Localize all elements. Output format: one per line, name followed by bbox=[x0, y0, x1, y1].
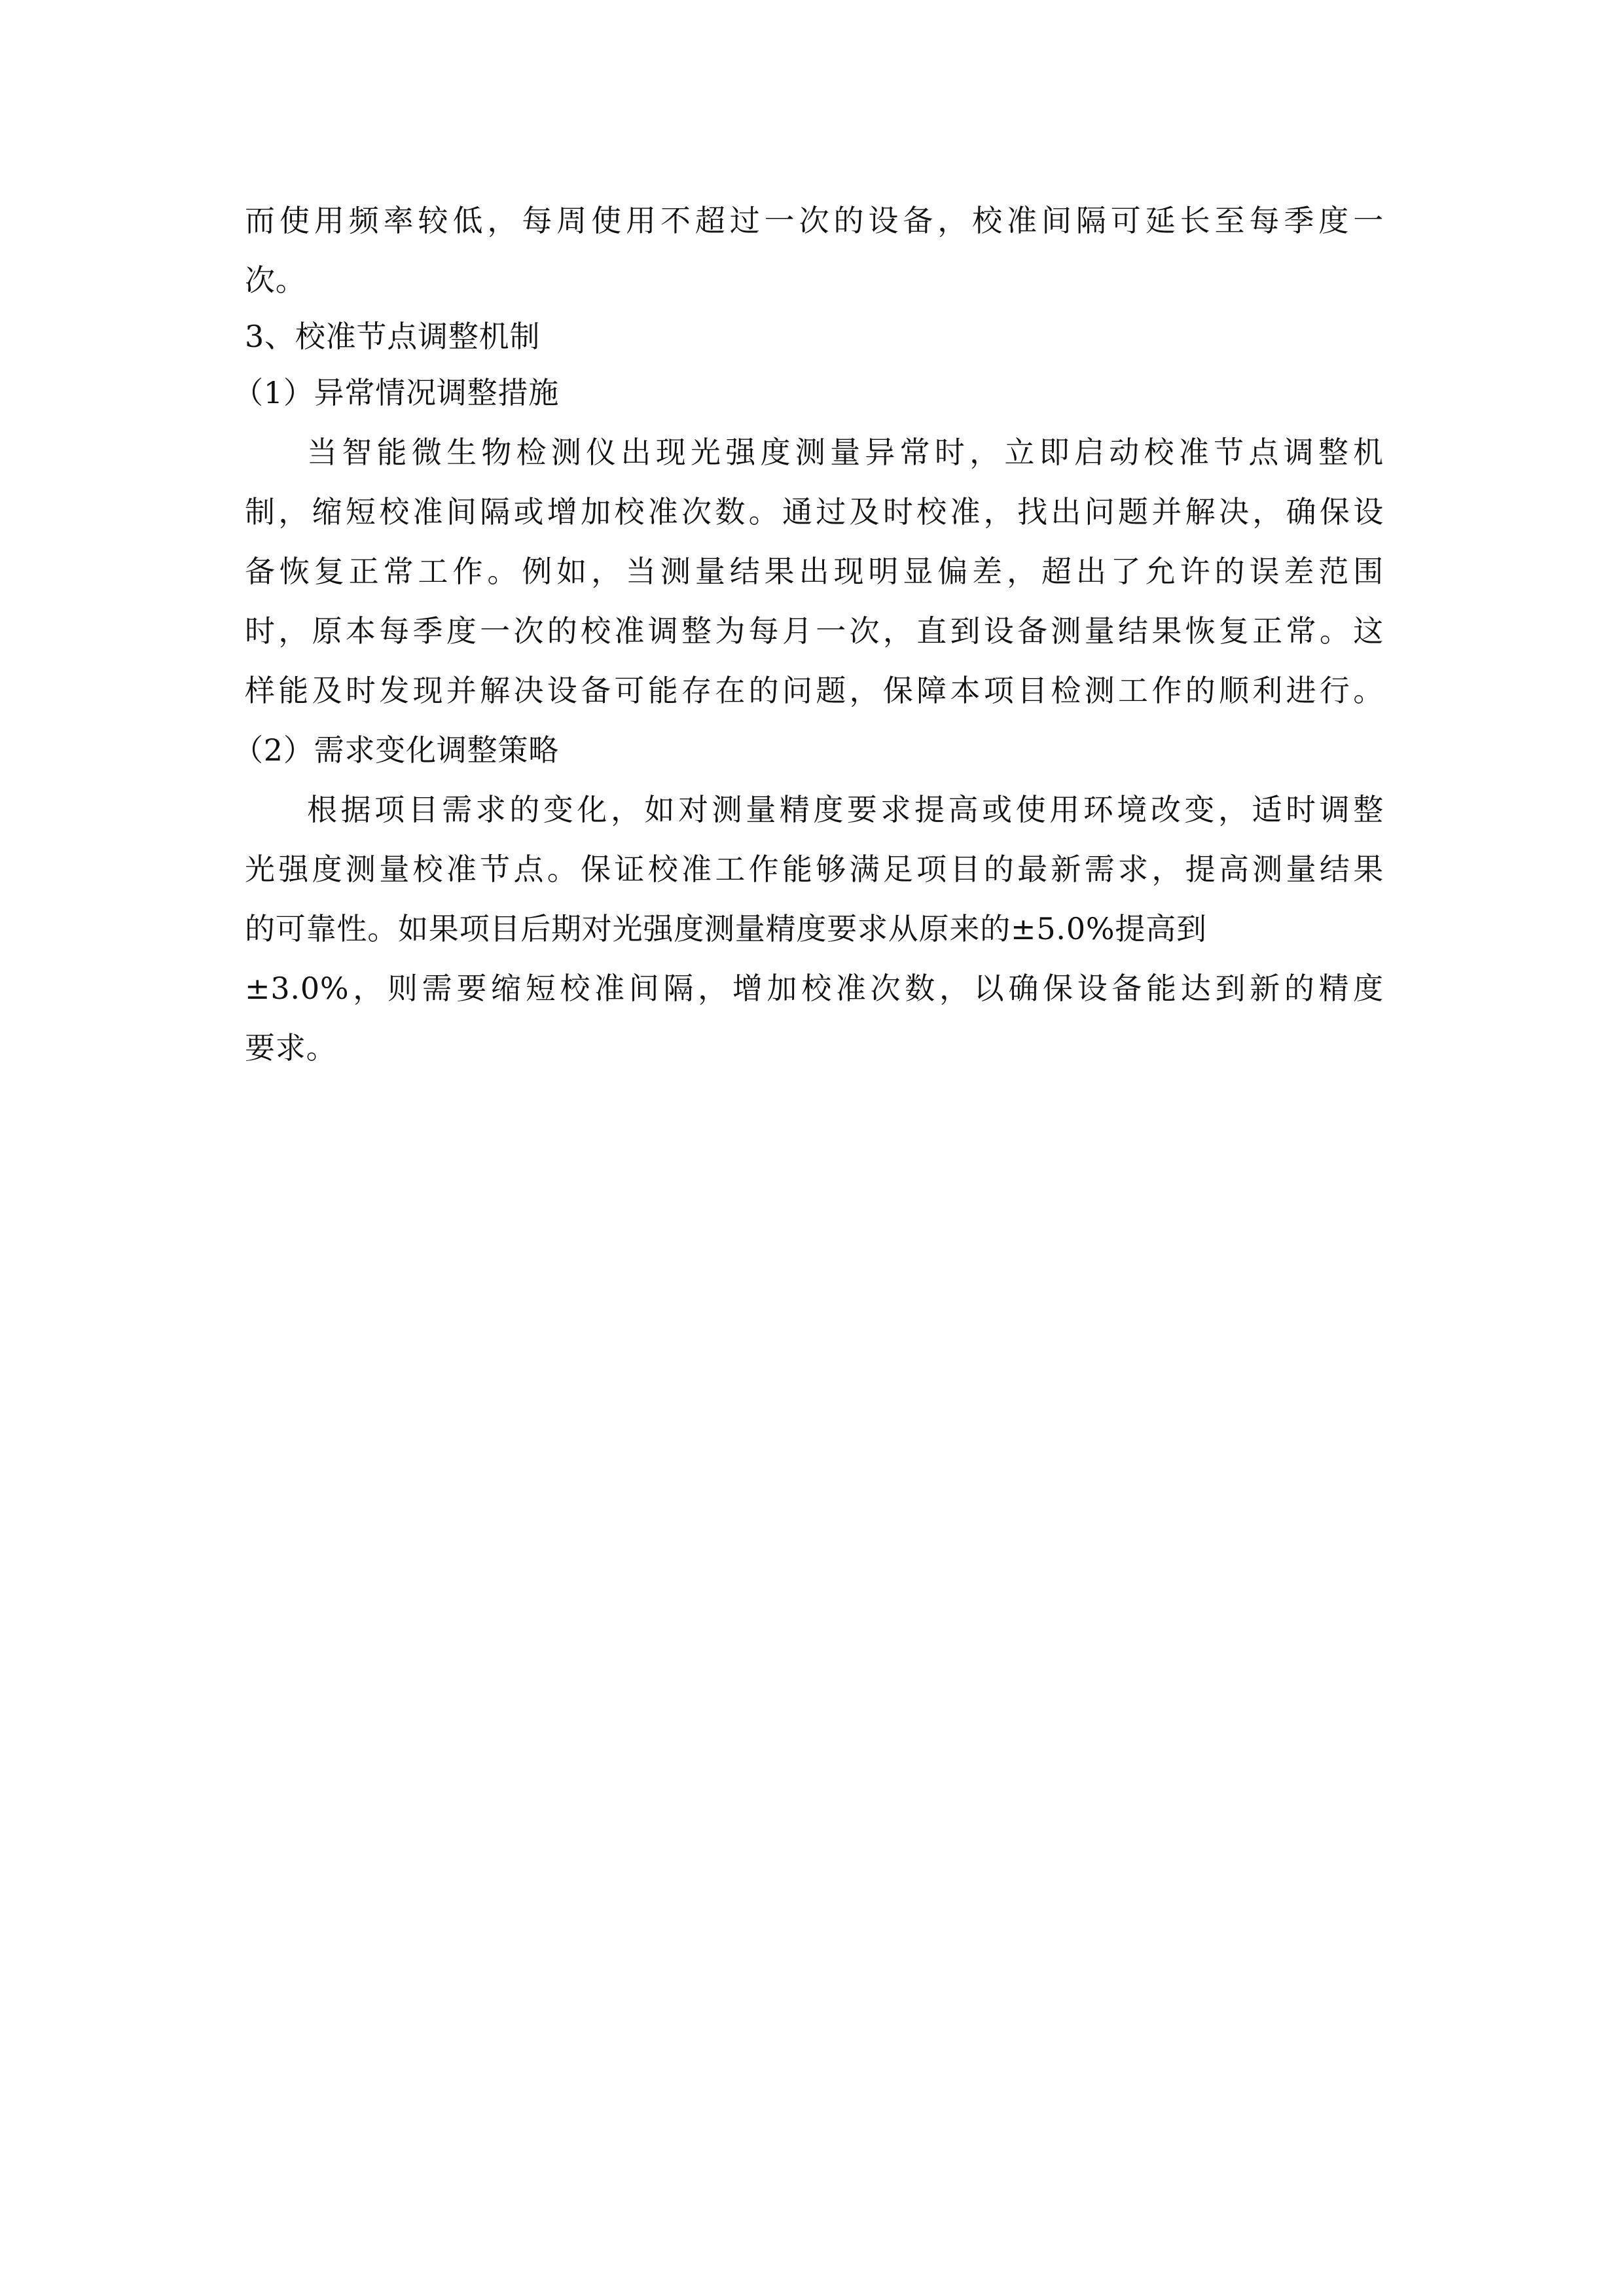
paragraph-line: 当智能微生物检测仪出现光强度测量异常时，立即启动校准节点调整机 bbox=[307, 435, 1384, 470]
subsection-heading: （2）需求变化调整策略 bbox=[233, 732, 560, 768]
paragraph-line: 而使用频率较低，每周使用不超过一次的设备，校准间隔可延长至每季度一 bbox=[245, 203, 1384, 238]
section-heading: 3、校准节点调整机制 bbox=[245, 319, 541, 354]
paragraph-line: 时，原本每季度一次的校准调整为每月一次，直到设备测量结果恢复正常。这 bbox=[245, 613, 1384, 649]
paragraph-line: 样能及时发现并解决设备可能存在的问题，保障本项目检测工作的顺利进行。 bbox=[245, 673, 1384, 708]
paragraph-line: 光强度测量校准节点。保证校准工作能够满足项目的最新需求，提高测量结果 bbox=[245, 852, 1384, 887]
paragraph-line: 的可靠性。如果项目后期对光强度测量精度要求从原来的±5.0%提高到 bbox=[245, 911, 1207, 946]
paragraph-line: 次。 bbox=[245, 262, 306, 298]
paragraph-line: 备恢复正常工作。例如，当测量结果出现明显偏差，超出了允许的误差范围 bbox=[245, 554, 1384, 589]
paragraph-line: ±3.0%，则需要缩短校准间隔，增加校准次数，以确保设备能达到新的精度 bbox=[245, 971, 1384, 1006]
paragraph-line: 要求。 bbox=[245, 1030, 337, 1066]
paragraph-line: 根据项目需求的变化，如对测量精度要求提高或使用环境改变，适时调整 bbox=[307, 792, 1384, 827]
document-body bbox=[233, 191, 1384, 1078]
subsection-heading: （1）异常情况调整措施 bbox=[233, 375, 560, 410]
paragraph-line: 制，缩短校准间隔或增加校准次数。通过及时校准，找出问题并解决，确保设 bbox=[245, 494, 1384, 529]
